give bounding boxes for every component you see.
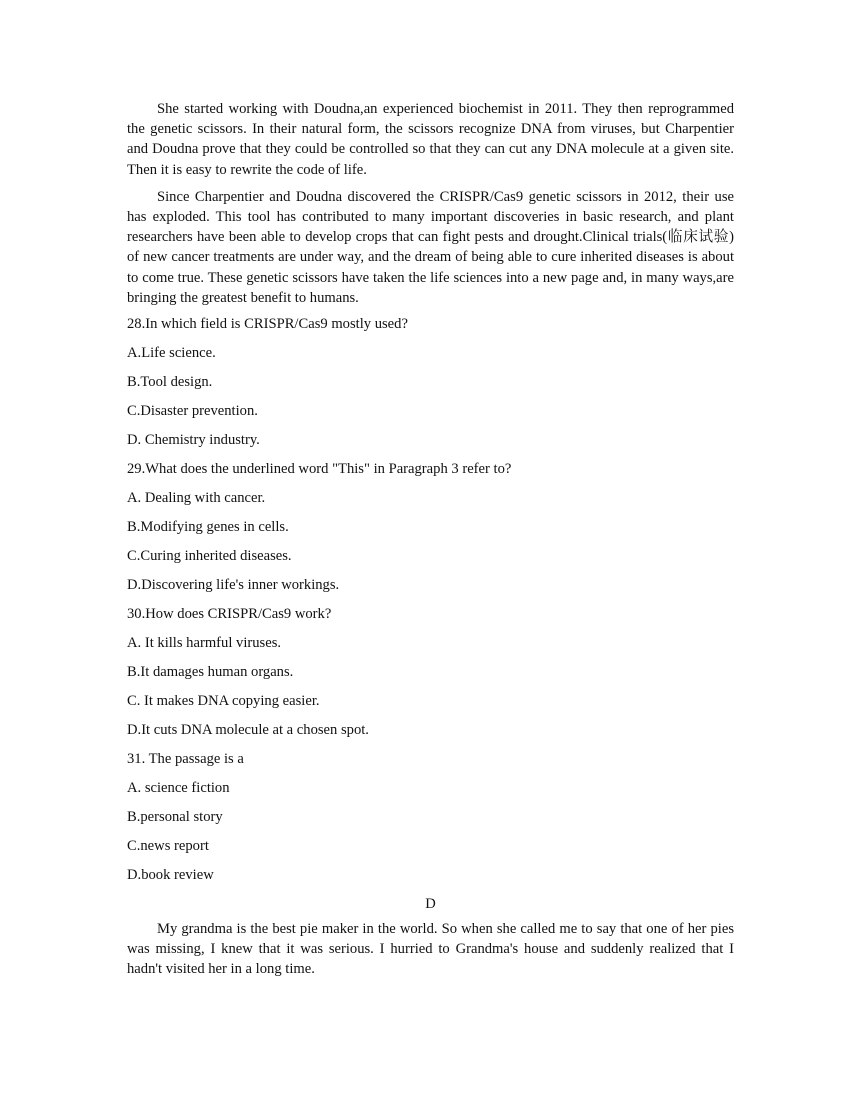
option-b: B.Modifying genes in cells. (127, 519, 289, 536)
passage-paragraph: She started working with Doudna,an experienced biochemist in 2011. They then reprogrammed the genetic scissors. In their natural form, the scissors recognize DNA from viruses, but Charpentier and Doudna prove that they could be controlled so that they can cut any DNA molecule at a given site. Then it is easy to rewrite the code of life. (127, 101, 734, 178)
passage-paragraph: My grandma is the best pie maker in the world. So when she called me to say that one of her pies was missing, I knew that it was serious. I hurried to Grandma's house and suddenly realized that I hadn't visited her in a long time. (127, 921, 734, 978)
question-stem: 30.How does CRISPR/Cas9 work? (127, 606, 332, 623)
passage-paragraph: Since Charpentier and Doudna discovered the CRISPR/Cas9 genetic scissors in 2012, their use has exploded. This tool has contributed to many important discoveries in basic research, and plant researchers have been able to develop crops that can fight pests and drought.Clinical trials(临床试验) of new cancer treatments are under way, and the dream of being able to cure inherited diseases is about to come true. These genetic scissors have taken the life sciences into a new page and, in many ways,are bringing the greatest benefit to humans. (127, 188, 734, 306)
document-page (127, 99, 734, 980)
section-heading: D (425, 896, 436, 913)
option-b: B.It damages human organs. (127, 664, 294, 681)
option-b: B.personal story (127, 809, 223, 826)
question-30 (127, 600, 734, 745)
option-a: A. It kills harmful viruses. (127, 635, 282, 652)
question-stem: 29.What does the underlined word "This" in Paragraph 3 refer to? (127, 461, 512, 478)
option-c: C.news report (127, 838, 209, 855)
question-stem: 28.In which field is CRISPR/Cas9 mostly used? (127, 316, 408, 333)
option-d: D.Discovering life's inner workings. (127, 577, 340, 594)
option-d: D.book review (127, 867, 214, 884)
option-c: C.Disaster prevention. (127, 403, 258, 420)
option-a: A. science fiction (127, 780, 230, 797)
option-a: A.Life science. (127, 345, 216, 362)
question-31 (127, 745, 734, 890)
question-29 (127, 455, 734, 600)
option-c: C.Curing inherited diseases. (127, 548, 292, 565)
option-a: A. Dealing with cancer. (127, 490, 266, 507)
question-28 (127, 310, 734, 455)
option-d: D.It cuts DNA molecule at a chosen spot. (127, 722, 369, 739)
question-stem: 31. The passage is a (127, 751, 244, 768)
option-b: B.Tool design. (127, 374, 213, 391)
option-d: D. Chemistry industry. (127, 432, 260, 449)
option-c: C. It makes DNA copying easier. (127, 693, 320, 710)
